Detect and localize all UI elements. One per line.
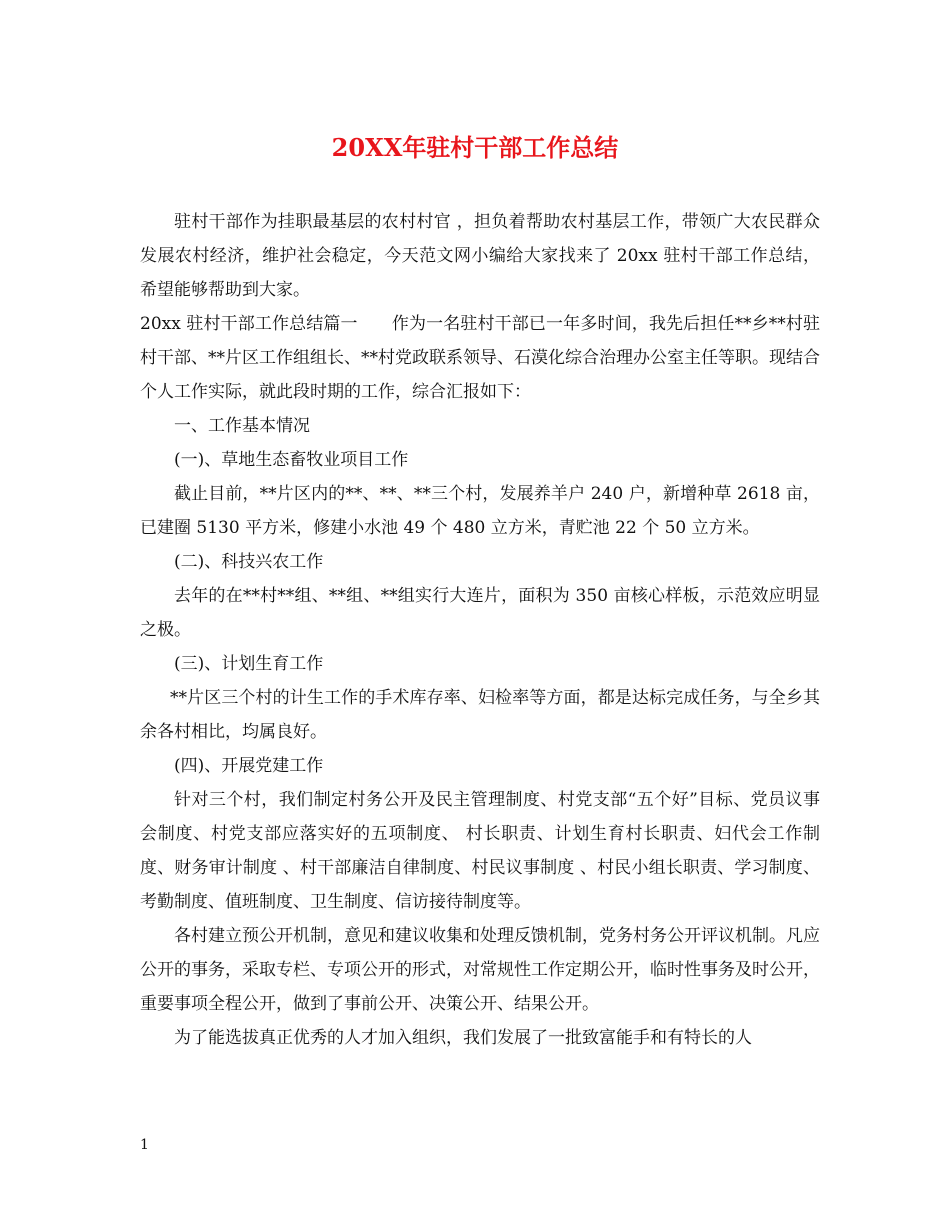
document-body <box>140 205 820 1055</box>
paragraph: 为了能选拔真正优秀的人才加入组织，我们发展了一批致富能手和有特长的人 <box>174 1028 752 1048</box>
document-title: 20XX年驻村干部工作总结 <box>331 133 619 162</box>
paragraph: 各村建立预公开机制，意见和建议收集和处理反馈机制，党务村务公开评议机制。凡应公开的事务，采取专栏、专项公开的形式，对常规性工作定期公开，临时性事务及时公开，重要事项全程公开，做到了事前公开、决策公开、结果公开。 <box>140 926 820 1014</box>
paragraph-intro: 驻村干部作为挂职最基层的农村村官 ，担负着帮助农村基层工作，带领广大农民群众发展农村经济，维护社会稳定，今天范文网小编给大家找来了 20xx 驻村干部工作总结，希望能够帮助到大家。 <box>140 212 820 300</box>
paragraph: 针对三个村，我们制定村务公开及民主管理制度、村党支部“五个好”目标、党员议事会制度、村党支部应落实好的五项制度、 村长职责、计划生育村长职责、妇代会工作制度、财务审计制度 、村干部廉洁自律制度、村民议事制度 、村民小组长职责、学习制度、考勤制度、值班制度、卫生制度、信访接待制度等。 <box>140 790 820 912</box>
paragraph-part-one-opening: 20xx 驻村干部工作总结篇一 作为一名驻村干部已一年多时间，我先后担任**乡**村驻村干部、**片区工作组组长、**村党政联系领导、石漠化综合治理办公室主任等职。现结合个人工作实际，就此段时期的工作，综合汇报如下： <box>140 314 820 402</box>
subsection-heading: (一)、草地生态畜牧业项目工作 <box>174 450 409 470</box>
subsection-heading: (三)、计划生育工作 <box>174 654 324 674</box>
subsection-heading: (四)、开展党建工作 <box>174 756 324 776</box>
subsection-heading: (二)、科技兴农工作 <box>174 552 324 572</box>
paragraph: 截止目前，**片区内的**、**、**三个村，发展养羊户 240 户，新增种草 2618 亩，已建圈 5130 平方米，修建小水池 49 个 480 立方米，青贮池 22 个 50 立方米。 <box>140 484 820 538</box>
page-number: 1 <box>140 1137 149 1153</box>
paragraph: **片区三个村的计生工作的手术库存率、妇检率等方面，都是达标完成任务，与全乡其余各村相比，均属良好。 <box>140 688 820 742</box>
section-heading: 一、工作基本情况 <box>174 416 310 436</box>
paragraph: 去年的在**村**组、**组、**组实行大连片，面积为 350 亩核心样板，示范效应明显之极。 <box>140 586 820 640</box>
